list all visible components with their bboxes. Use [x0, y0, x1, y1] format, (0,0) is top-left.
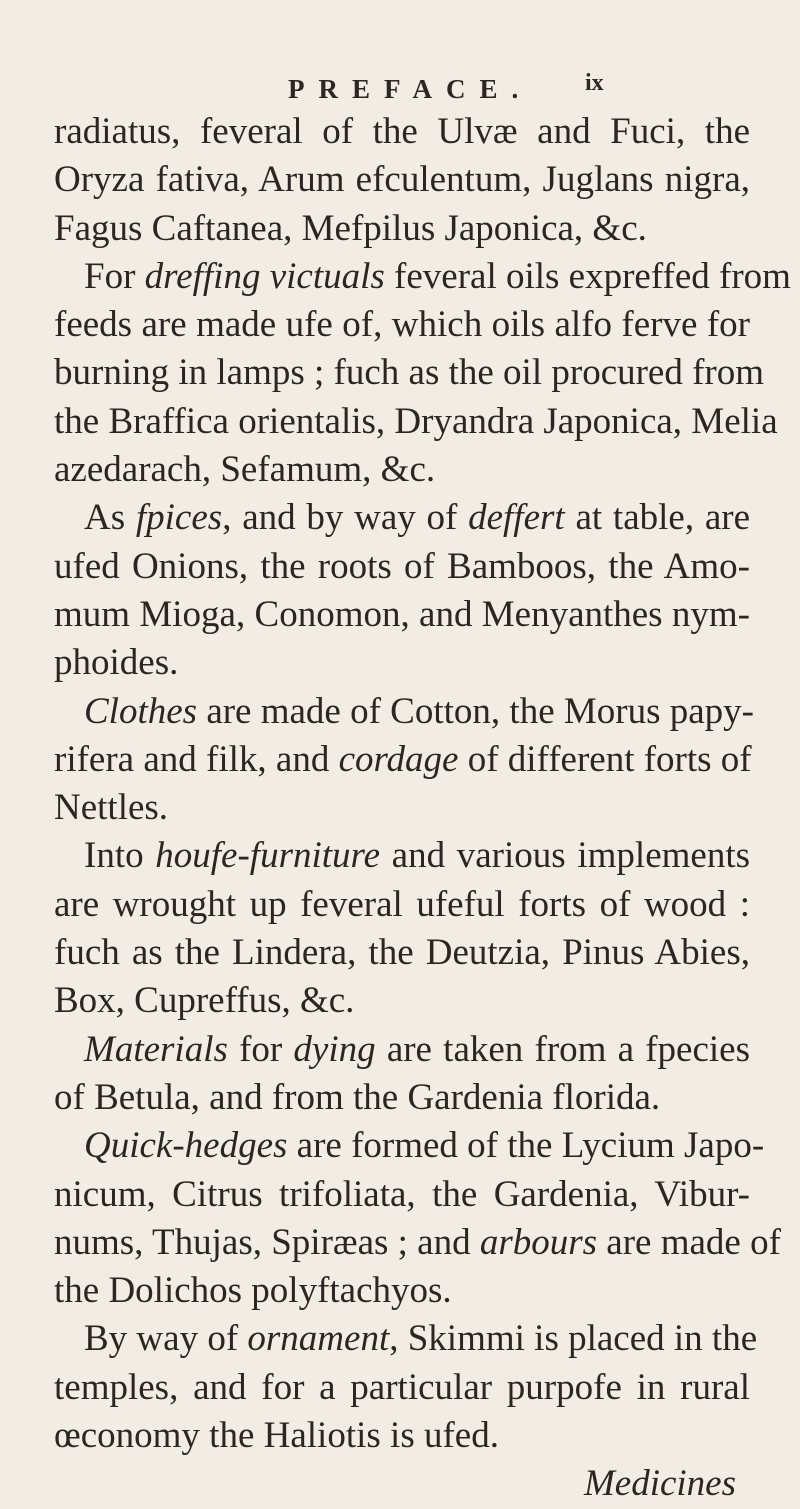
italic-term: cordage	[338, 738, 459, 780]
italic-term: deffert	[468, 497, 565, 539]
text-line	[54, 832, 750, 880]
text-run: For	[84, 255, 145, 297]
running-title: PREFACE.	[288, 74, 533, 104]
italic-term: houfe-furniture	[155, 835, 380, 877]
text-line	[54, 639, 750, 687]
text-line	[54, 1267, 750, 1315]
text-line	[54, 977, 750, 1025]
text-line	[54, 1171, 750, 1219]
text-run: nums, Thujas, Spiræas ; and	[54, 1221, 480, 1263]
text-run: mum Mioga, Conomon, and Menyanthes nym-	[54, 593, 750, 635]
italic-term: Quick-hedges	[84, 1125, 288, 1167]
italic-term: dreffing victuals	[144, 255, 385, 297]
text-run: for	[227, 1028, 294, 1070]
text-line	[54, 543, 750, 591]
text-run: azedarach, Sefamum, &c.	[54, 449, 436, 491]
text-line	[54, 205, 750, 253]
text-line	[54, 301, 750, 349]
text-line	[54, 736, 750, 784]
text-run: are taken from a fpecies	[375, 1028, 750, 1070]
text-line	[54, 1074, 750, 1122]
text-run: nicum, Citrus trifoliata, the Gardenia, Vibur-	[54, 1173, 750, 1215]
text-run: , and by way of	[222, 497, 469, 539]
text-run: Fagus Caftanea, Mefpilus Japonica, &c.	[54, 207, 647, 249]
text-line	[54, 108, 750, 156]
text-run: at table, are	[564, 497, 750, 539]
text-run: phoides.	[54, 642, 179, 684]
text-run: burning in lamps ; fuch as the oil procured from	[54, 352, 765, 394]
body-text	[54, 108, 791, 1509]
text-run: Nettles.	[54, 787, 169, 829]
italic-term: dying	[293, 1028, 376, 1070]
text-line	[54, 1364, 750, 1412]
text-line	[54, 1315, 758, 1363]
page-header	[0, 70, 800, 110]
text-line	[54, 591, 750, 639]
text-run: œconomy the Haliotis is ufed.	[54, 1415, 499, 1457]
text-line	[54, 881, 750, 929]
text-line	[54, 1412, 750, 1460]
italic-term: arbours	[479, 1221, 598, 1263]
text-line	[54, 1026, 750, 1074]
text-line	[54, 929, 750, 977]
text-run: and various implements	[380, 835, 750, 877]
italic-term: ornament	[247, 1318, 390, 1360]
text-run: the Braffica orientalis, Dryandra Japonica, Melia	[54, 400, 778, 442]
text-run: Box, Cupreffus, &c.	[54, 980, 355, 1022]
italic-term: fpices	[135, 497, 223, 539]
text-run: the Dolichos polyftachyos.	[54, 1270, 452, 1312]
text-run: are made of Cotton, the Morus papy-	[197, 690, 754, 732]
text-line	[54, 446, 750, 494]
italic-term: Materials	[84, 1028, 228, 1070]
text-run: radiatus, feveral of the Ulvæ and Fuci, the	[54, 111, 750, 152]
text-run: of Betula, and from the Gardenia florida.	[54, 1076, 661, 1118]
italic-term: Clothes	[84, 690, 198, 732]
text-run: feveral oils expreffed from	[384, 255, 791, 297]
text-run: Into	[84, 835, 156, 877]
text-run: feeds are made ufe of, which oils alfo ferve for	[54, 304, 750, 346]
text-line	[54, 156, 750, 204]
text-line	[54, 253, 791, 301]
text-line	[54, 349, 765, 397]
text-run: are made of	[597, 1221, 781, 1263]
text-line	[54, 494, 750, 542]
text-run: temples, and for a particular purpofe in rural	[54, 1366, 750, 1408]
catchword: Medicines	[583, 1463, 736, 1505]
text-run: of different forts of	[458, 738, 752, 780]
text-line	[54, 688, 754, 736]
text-run: Oryza fativa, Arum efculentum, Juglans nigra,	[54, 159, 750, 201]
text-run: rifera and filk, and	[54, 738, 339, 780]
text-run: are wrought up feveral ufeful forts of wood :	[54, 883, 750, 925]
text-run: As	[84, 497, 136, 539]
text-line	[54, 1219, 781, 1267]
text-run: , Skimmi is placed in the	[389, 1318, 758, 1360]
text-line	[54, 1122, 765, 1170]
page-number: ix	[585, 70, 604, 96]
text-line	[54, 784, 750, 832]
text-run: By way of	[84, 1318, 248, 1360]
text-line	[54, 398, 778, 446]
text-run: ufed Onions, the roots of Bamboos, the Amo-	[54, 545, 750, 587]
text-run: fuch as the Lindera, the Deutzia, Pinus Abies,	[54, 932, 750, 974]
text-run: are formed of the Lycium Japo-	[287, 1125, 765, 1167]
